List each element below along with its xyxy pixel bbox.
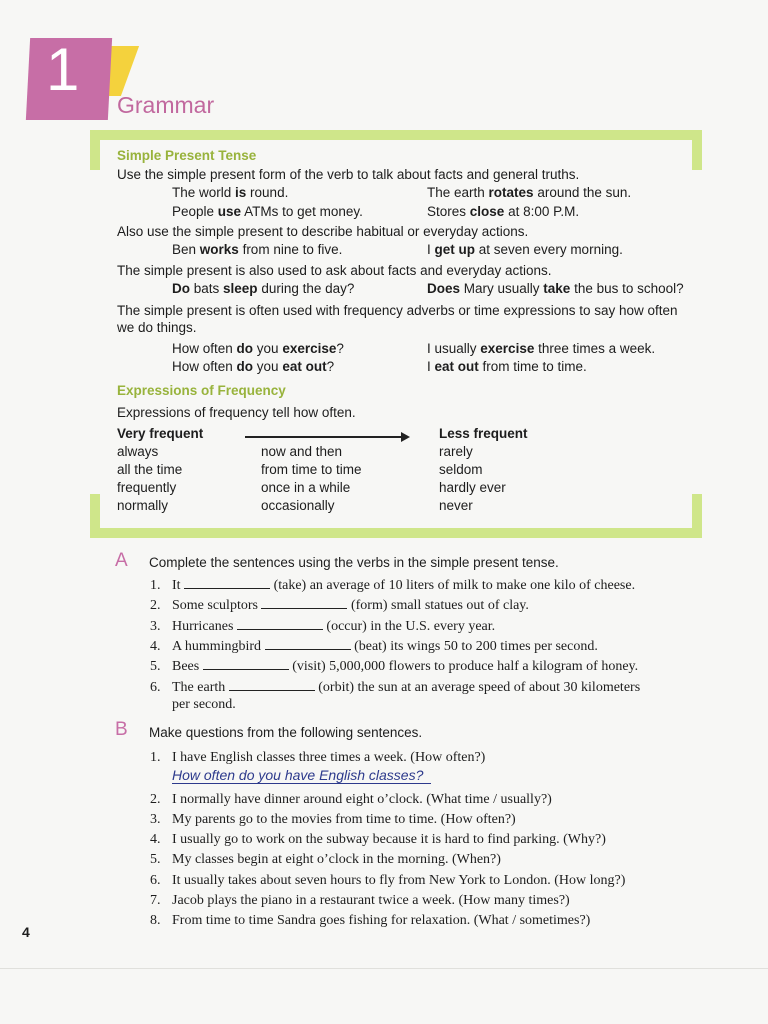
example-question: How often do you exercise?	[172, 341, 344, 356]
exercise-a-item: 1. It (take) an average of 10 liters of milk to make one kilo of cheese.	[150, 578, 636, 593]
answer-blank[interactable]	[203, 668, 289, 670]
example-question: Does Mary usually take the bus to school?	[427, 281, 684, 296]
less-frequent-header: Less frequent	[439, 426, 528, 441]
grammar-paragraph: Also use the simple present to describe habitual or everyday actions.	[117, 224, 529, 239]
answer-blank[interactable]	[237, 628, 323, 630]
page-bottom-edge	[0, 968, 768, 969]
unit-title: Grammar	[117, 92, 215, 118]
grammar-paragraph: Expressions of frequency tell how often.	[117, 405, 356, 420]
frequency-word: always	[117, 444, 159, 459]
frequency-word: from time to time	[261, 462, 362, 477]
grammar-box-right-border	[692, 130, 702, 170]
example-sentence: The world is round.	[172, 185, 289, 200]
exercise-b-instruction: Make questions from the following sentences.	[149, 725, 423, 740]
page-number: 4	[22, 924, 30, 940]
example-sentence: I eat out from time to time.	[427, 359, 587, 374]
sample-answer: How often do you have English classes?	[172, 767, 431, 784]
frequency-word: occasionally	[261, 498, 335, 513]
exercise-a-instruction: Complete the sentences using the verbs in the simple present tense.	[149, 555, 559, 570]
example-sentence: I get up at seven every morning.	[427, 242, 623, 257]
answer-blank[interactable]	[261, 607, 347, 609]
exercise-b-item: 5. My classes begin at eight o’clock in the morning. (When?)	[150, 852, 501, 867]
answer-blank[interactable]	[184, 587, 270, 589]
exercise-b-item: 1. I have English classes three times a week. (How often?)	[150, 750, 486, 765]
exercise-a-item: 6. The earth (orbit) the sun at an average speed of about 30 kilometers	[150, 680, 641, 695]
exercise-b-item: 6. It usually takes about seven hours to fly from New York to London. (How long?)	[150, 873, 626, 888]
exercise-b-item: 3. My parents go to the movies from time to time. (How often?)	[150, 812, 516, 827]
exercise-a-letter: A	[115, 550, 128, 571]
exercise-a-item: 5. Bees (visit) 5,000,000 flowers to produce half a kilogram of honey.	[150, 659, 639, 674]
exercise-b-item: 7. Jacob plays the piano in a restaurant twice a week. (How many times?)	[150, 893, 570, 908]
exercise-a-item: 3. Hurricanes (occur) in the U.S. every year.	[150, 619, 496, 634]
very-frequent-header: Very frequent	[117, 426, 204, 441]
frequency-arrow	[245, 436, 403, 438]
frequency-word: never	[439, 498, 473, 513]
frequency-word: normally	[117, 498, 169, 513]
exercise-b-item: 8. From time to time Sandra goes fishing for relaxation. (What / sometimes?)	[150, 913, 591, 928]
example-question: How often do you eat out?	[172, 359, 335, 374]
example-sentence: People use ATMs to get money.	[172, 204, 363, 219]
section-heading-frequency: Expressions of Frequency	[117, 383, 286, 398]
exercise-a-item: 2. Some sculptors (form) small statues out of clay.	[150, 598, 529, 613]
exercise-a-item: 4. A hummingbird (beat) its wings 50 to 200 times per second.	[150, 639, 598, 654]
grammar-box-top-border	[90, 130, 702, 140]
arrow-head-icon	[401, 432, 410, 442]
frequency-word: rarely	[439, 444, 473, 459]
exercise-b-item: 2. I normally have dinner around eight o’clock. (What time / usually?)	[150, 792, 552, 807]
example-sentence: The earth rotates around the sun.	[427, 185, 632, 200]
frequency-word: now and then	[261, 444, 343, 459]
grammar-box-left-border-bottom	[90, 494, 100, 538]
grammar-paragraph-cont: we do things.	[117, 320, 197, 335]
answer-blank[interactable]	[229, 689, 315, 691]
frequency-word: seldom	[439, 462, 483, 477]
example-sentence: I usually exercise three times a week.	[427, 341, 656, 356]
frequency-word: frequently	[117, 480, 177, 495]
example-question: Do bats sleep during the day?	[172, 281, 355, 296]
frequency-word: once in a while	[261, 480, 351, 495]
grammar-box-left-border	[90, 130, 100, 170]
grammar-paragraph: The simple present is often used with frequency adverbs or time expressions to say how often	[117, 303, 678, 318]
frequency-word: hardly ever	[439, 480, 506, 495]
section-heading-simple-present: Simple Present Tense	[117, 148, 257, 163]
example-sentence: Stores close at 8:00 P.M.	[427, 204, 580, 219]
answer-blank[interactable]	[265, 648, 351, 650]
grammar-box-right-border-bottom	[692, 494, 702, 538]
unit-number: 1	[46, 36, 80, 103]
example-sentence: Ben works from nine to five.	[172, 242, 343, 257]
grammar-box-bottom-border	[90, 528, 702, 538]
exercise-a-item-cont: per second.	[172, 697, 236, 712]
exercise-b-item: 4. I usually go to work on the subway because it is hard to find parking. (Why?)	[150, 832, 606, 847]
grammar-paragraph: The simple present is also used to ask about facts and everyday actions.	[117, 263, 552, 278]
grammar-paragraph: Use the simple present form of the verb to talk about facts and general truths.	[117, 167, 580, 182]
exercise-b-letter: B	[115, 719, 128, 740]
frequency-word: all the time	[117, 462, 183, 477]
